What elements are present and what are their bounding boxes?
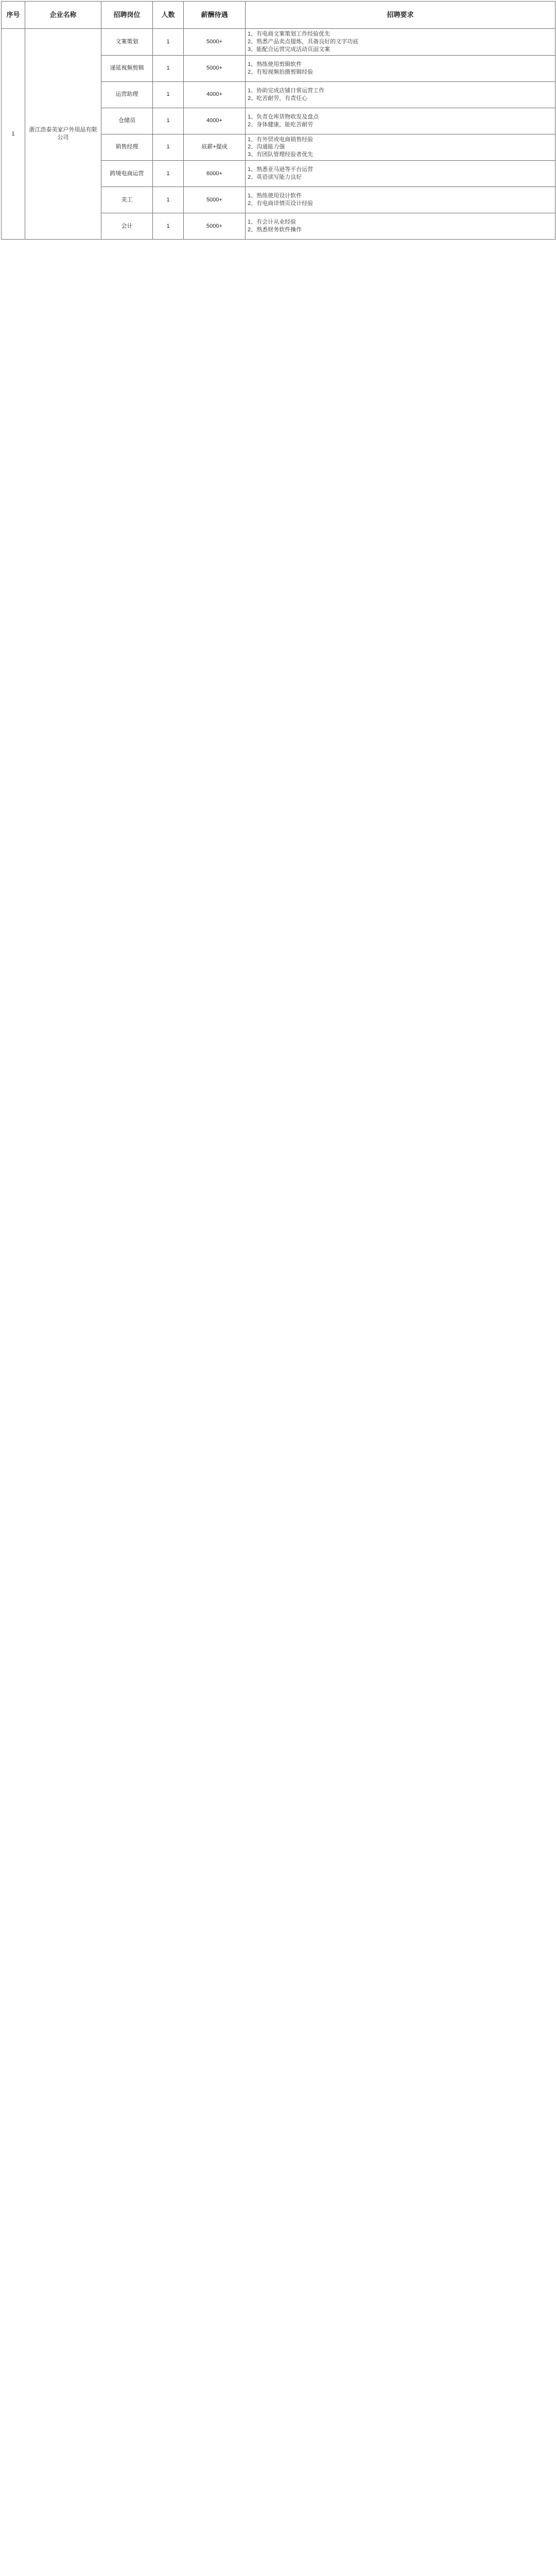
job-requirements	[246, 161, 555, 187]
job-salary: 底薪+提成	[184, 134, 246, 161]
requirement-line: 1、有外贸或电商销售经验	[248, 136, 314, 143]
job-salary: 5000+	[184, 213, 246, 240]
requirement-line: 2、熟悉产品卖点提炼，具备良好的文字功底	[248, 38, 359, 45]
job-headcount: 1	[153, 213, 184, 240]
job-position: 运营助理	[101, 81, 153, 108]
requirement-line: 2、有电商详情页设计经验	[248, 200, 314, 207]
table-body	[2, 29, 555, 240]
requirement-line: 2、英语读写能力良好	[248, 174, 302, 181]
requirement-line: 1、熟练使用设计软件	[248, 193, 302, 199]
requirement-line: 1、协助完成店铺日常运营工作	[248, 87, 325, 94]
job-position: 跨境电商运营	[101, 161, 153, 187]
table-header-row	[2, 2, 555, 29]
header-index: 序号	[2, 2, 25, 29]
job-position: 递延视频剪辑	[101, 55, 153, 81]
job-headcount: 1	[153, 108, 184, 134]
job-headcount: 1	[153, 81, 184, 108]
job-requirements	[246, 29, 555, 56]
requirement-line: 1、有会计从业经验	[248, 219, 297, 226]
requirement-line: 2、身体健康，能吃苦耐劳	[248, 121, 314, 128]
job-headcount: 1	[153, 161, 184, 187]
requirement-line: 3、能配合运营完成活动页面文案	[248, 46, 331, 53]
requirement-line: 1、负责仓库货物收发及盘点	[248, 113, 319, 120]
job-headcount: 1	[153, 187, 184, 213]
job-salary: 5000+	[184, 55, 246, 81]
job-salary: 6000+	[184, 161, 246, 187]
header-count: 人数	[153, 2, 184, 29]
job-requirements	[246, 187, 555, 213]
job-requirements	[246, 55, 555, 81]
job-requirements	[246, 81, 555, 108]
job-position: 销售经理	[101, 134, 153, 161]
job-salary: 5000+	[184, 187, 246, 213]
job-requirements	[246, 134, 555, 161]
header-company: 企业名称	[25, 2, 101, 29]
company-index: 1	[2, 29, 25, 240]
requirement-line: 3、有团队管理经验者优先	[248, 151, 314, 158]
job-position: 美工	[101, 187, 153, 213]
job-listing-table	[1, 1, 555, 240]
requirement-line: 1、熟悉亚马逊等平台运营	[248, 166, 314, 173]
header-requirement: 招聘要求	[246, 2, 555, 29]
job-requirements	[246, 213, 555, 240]
requirement-line: 2、熟悉财务软件操作	[248, 227, 302, 233]
requirement-line: 1、有电商文案策划工作经验优先	[248, 31, 331, 37]
job-headcount: 1	[153, 29, 184, 56]
job-position: 会计	[101, 213, 153, 240]
job-salary: 5000+	[184, 29, 246, 56]
job-position: 仓储员	[101, 108, 153, 134]
job-position: 文案策划	[101, 29, 153, 56]
header-position: 招聘岗位	[101, 2, 153, 29]
requirement-line: 2、沟通能力强	[248, 144, 285, 150]
requirement-line: 2、吃苦耐劳，有责任心	[248, 95, 308, 101]
table-row	[2, 29, 555, 56]
job-headcount: 1	[153, 134, 184, 161]
job-salary: 4000+	[184, 81, 246, 108]
requirement-line: 1、熟练使用剪辑软件	[248, 61, 302, 67]
job-headcount: 1	[153, 55, 184, 81]
requirement-line: 2、有短视频拍摄剪辑经验	[248, 69, 314, 75]
job-salary: 4000+	[184, 108, 246, 134]
header-salary: 薪酬待遇	[184, 2, 246, 29]
job-requirements	[246, 108, 555, 134]
company-name: 浙江浩泰美家户外用品有限公司	[25, 29, 101, 240]
